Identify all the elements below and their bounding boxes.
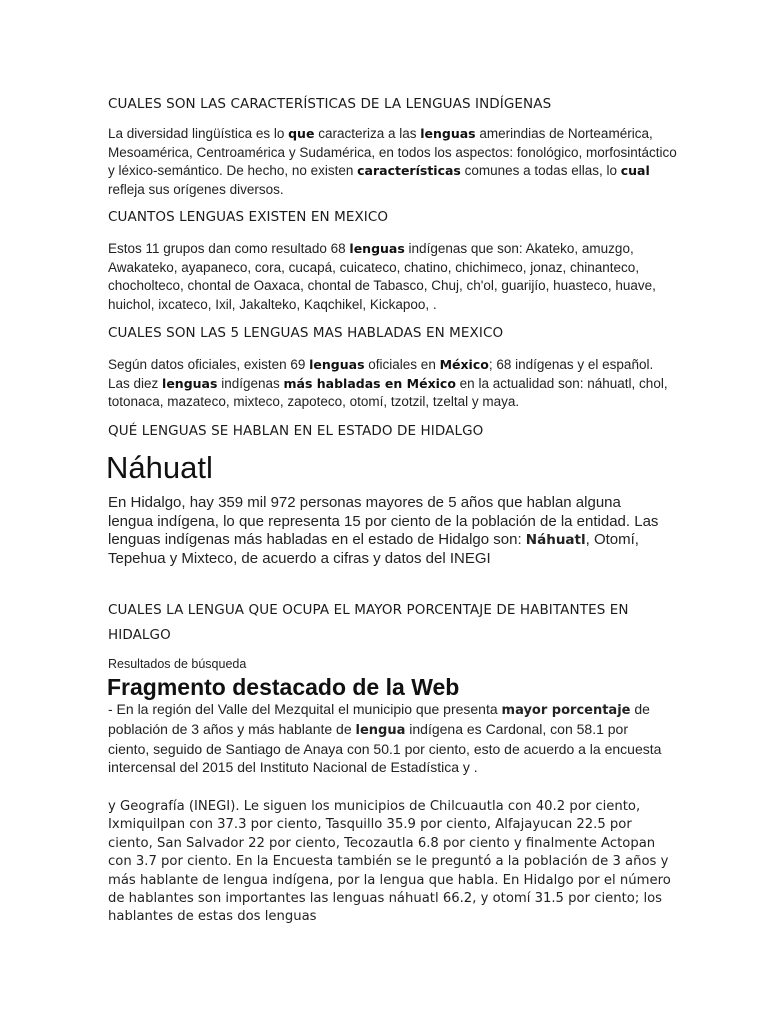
heading-5-lenguas: CUALES SON LAS 5 LENGUAS MAS HABLADAS EN MEXICO (108, 325, 504, 341)
bold-segment: Náhuatl (525, 532, 586, 548)
bold-segment: más habladas en México (283, 375, 456, 391)
text-segment: oficiales en (364, 357, 440, 372)
text-segment: comunes a todas ellas, lo (460, 163, 621, 178)
text-segment: refleja sus orígenes diversos. (108, 181, 284, 197)
heading-mayor-porcentaje: CUALES LA LENGUA QUE OCUPA EL MAYOR PORCENTAJE DE HABITANTES EN HIDALGO (108, 602, 629, 643)
bold-segment: lenguas (309, 357, 365, 372)
text-segment: Según datos oficiales, existen 69 (108, 357, 310, 372)
heading-caracteristicas: CUALES SON LAS CARACTERÍSTICAS DE LA LENGUAS INDÍGENAS (108, 96, 552, 112)
heading-hidalgo: QUÉ LENGUAS SE HABLAN EN EL ESTADO DE HIDALGO (108, 423, 484, 439)
text-segment: en la actualidad son: náhuatl, chol, totonaca, mazateco, mixteco, zapoteco, otomí, tzotzil, tzeltal y maya. (108, 375, 668, 409)
paragraph-hidalgo (108, 494, 668, 568)
bold-segment: lenguas (349, 241, 405, 256)
search-results-label: Resultados de búsqueda (108, 657, 247, 671)
text-segment: de población de 3 años y más hablante de (108, 701, 650, 737)
paragraph-featured (108, 700, 673, 776)
text-segment: indígena es Cardonal, con 58.1 por ciento, seguido de Santiago de Anaya con 50.1 por ciento, esto de acuerdo a la encuesta intercensal del 2015 del Instituto Nacional de Estadística y . (108, 721, 662, 775)
heading-cuantos-lenguas: CUANTOS LENGUAS EXISTEN EN MEXICO (108, 209, 389, 225)
paragraph-5-lenguas (108, 356, 678, 412)
bold-segment: características (357, 163, 461, 178)
text-segment: indígenas (217, 375, 284, 391)
text-segment: En Hidalgo, hay 359 mil 972 personas mayores de 5 años que hablan alguna lengua indígena, lo que representa 15 por ciento de la población de la entidad. Las lenguas indígenas más habladas en el estado de Hidalgo son: (108, 494, 659, 548)
bold-segment: lenguas (162, 375, 218, 391)
paragraph-cuantos-lenguas (108, 240, 678, 314)
text-segment: Estos 11 grupos dan como resultado 68 (108, 241, 350, 256)
text-segment: ; 68 indígenas y el español. Las diez (108, 357, 654, 391)
bold-segment: mayor porcentaje (501, 703, 631, 718)
text-segment: La diversidad lingüística es lo (108, 126, 289, 141)
text-segment: - En la región del Valle del Mezquital el municipio que presenta (108, 701, 502, 717)
bold-segment: que (288, 126, 315, 141)
bold-segment: cual (620, 163, 650, 178)
featured-snippet-title: Fragmento destacado de la Web (107, 674, 460, 700)
text-segment: amerindias de Norteamérica, Mesoamérica, Centroamérica y Sudamérica, en todos los aspectos: fonológico, morfosintáctico y léxico-semántico. De hecho, no existen (108, 126, 677, 178)
paragraph-caracteristicas (108, 125, 678, 199)
paragraph-inegi: y Geografía (INEGI). Le siguen los municipios de Chilcuautla con 40.2 por ciento, Ixmiquilpan con 37.3 por ciento, Tasquillo 35.9 por ciento, Alfajayucan 22.5 por ciento, San Salvador 22 por ciento, Tecozautla 6.8 por ciento y finalmente Actopan con 3.7 por ciento. En la Encuesta también se le preguntó a la población de 3 años y más hablante de lengua indígena, por la lengua que habla. En Hidalgo por el número de hablantes son importantes las lenguas náhuatl 66.2, y otomí 31.5 por ciento; los hablantes de estas dos lenguas (108, 799, 671, 925)
bold-segment: México (439, 357, 489, 372)
text-segment: indígenas que son: Akateko, amuzgo, Awakateko, ayapaneco, cora, cucapá, cuicateco, chatino, chichimeco, jonaz, chinanteco, chocholteco, chontal de Oaxaca, chontal de Tabasco, Chuj, ch'ol, guarijío, huasteco, huave, huichol, ixcateco, Ixil, Jakalteko, Kaqchikel, Kickapoo, . (108, 241, 656, 312)
bold-segment: lenguas (420, 126, 476, 141)
text-segment: , Otomí, Tepehua y Mixteco, de acuerdo a cifras y datos del INEGI (108, 531, 639, 567)
nahuatl-title: Náhuatl (106, 450, 213, 485)
bold-segment: lengua (355, 723, 406, 738)
text-segment: caracteriza a las (314, 126, 421, 141)
